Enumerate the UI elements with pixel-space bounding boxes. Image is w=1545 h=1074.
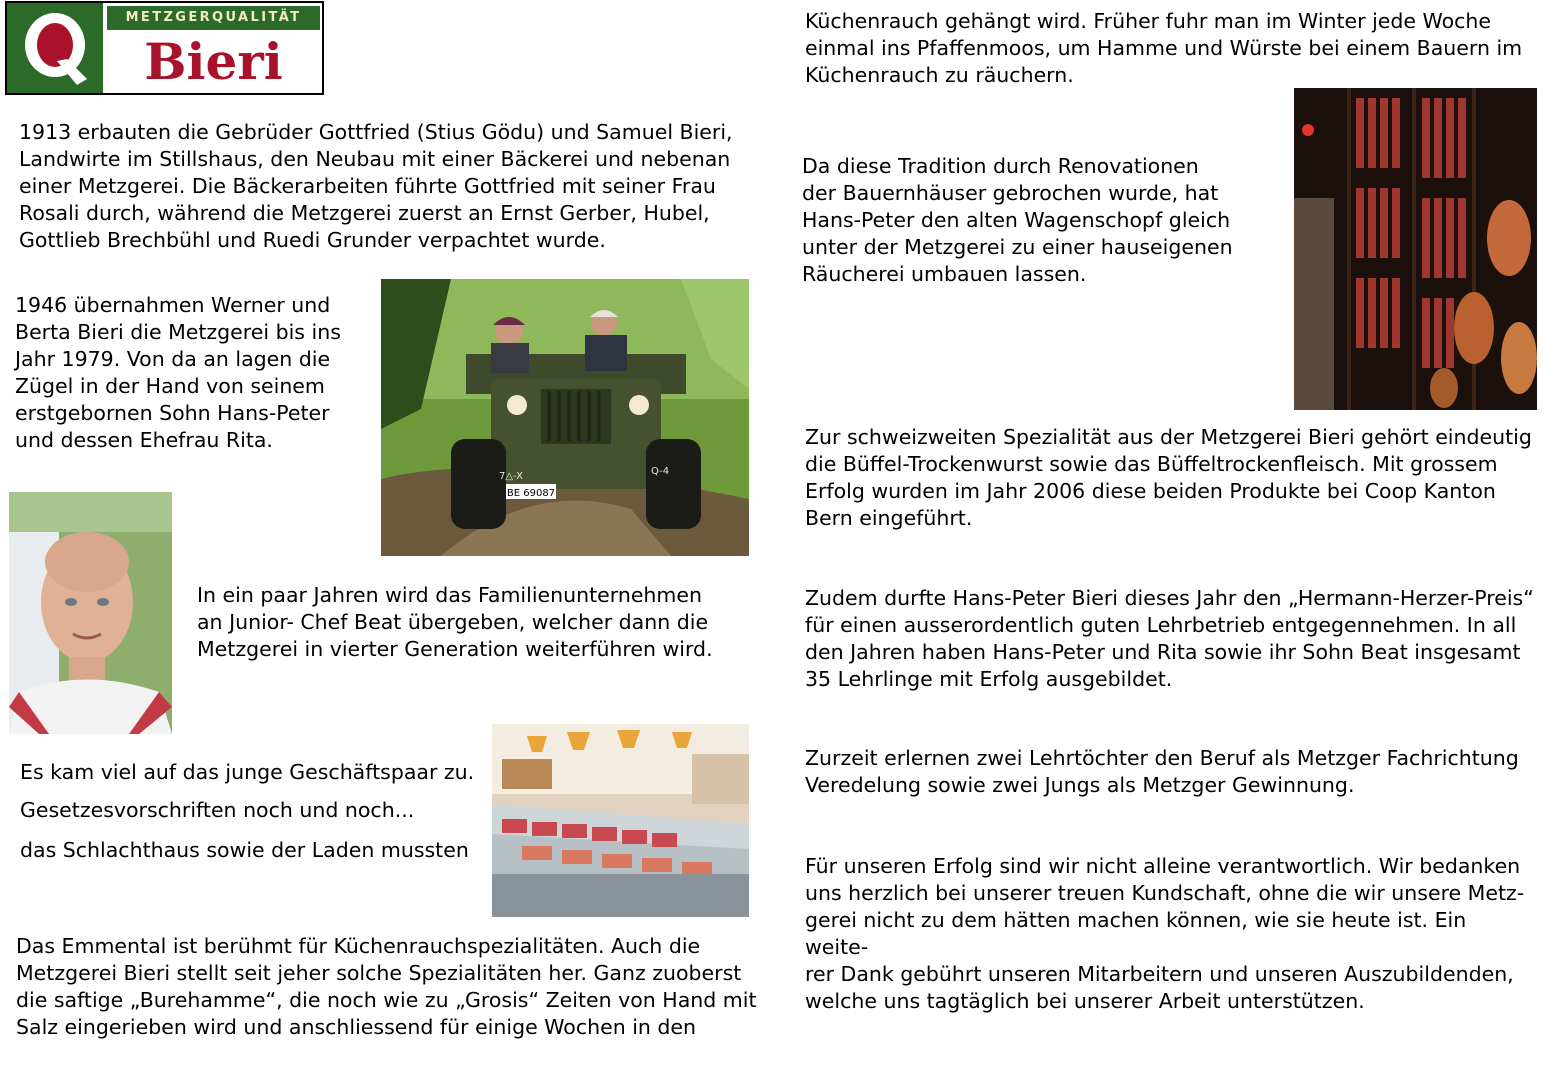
shop-line-1: Es kam viel auf das junge Geschäftspaar zu.	[20, 760, 475, 784]
preis-paragraph: Zudem durfte Hans-Peter Bieri dieses Jahr den „Hermann-Herzer-Preis“ für einen ausserordentlich guten Lehrbetrieb entgegennehmen. In all den Jahren haben Hans-Peter und Rita sowie ihr Sohn Beat insgesamt 35 Lehrlinge mit Erfolg ausgebildet.	[805, 586, 1534, 691]
shop-line-2: Gesetzesvorschriften noch und noch...	[20, 798, 415, 822]
history-1913-paragraph: 1913 erbauten die Gebrüder Gottfried (Stius Gödu) und Samuel Bieri, Landwirte im Stillshaus, den Neubau mit einer Bäckerei und nebenan einer Metzgerei. Die Bäckerarbeiten führte Gottfried mit seiner Frau Rosali durch, während die Metzgerei zuerst an Ernst Gerber, Hubel, Gottlieb Brechbühl und Ruedi Grunder verpachtet wurde.	[19, 120, 733, 252]
dank-paragraph: Für unseren Erfolg sind wir nicht alleine verantwortlich. Wir bedanken uns herzlich bei unserer treuen Kundschaft, ohne die wir unsere Metz- gerei nicht zu dem hätten machen können, wie sie heute ist. Ein weite- rer Dank gebührt unseren Mitarbeitern und unseren Auszubildenden, welche uns tagtäglich bei unserer Arbeit unterstützen.	[805, 854, 1525, 1013]
emmental-paragraph: Das Emmental ist berühmt für Küchenrauchspezialitäten. Auch die Metzgerei Bieri stellt seit jeher solche Spezialitäten her. Ganz zuoberst die saftige „Burehamme“, die noch wie zu „Grosis“ Zeiten von Hand mit Salz eingerieben wird und anschliessend für einige Wochen in den	[16, 934, 757, 1039]
kuechenrauch-paragraph: Küchenrauch gehängt wird. Früher fuhr man im Winter jede Woche einmal ins Pfaffenmoos, um Hamme und Würste bei einem Bauern im Küchenrauch zu räuchern.	[805, 9, 1523, 87]
tradition-paragraph: Da diese Tradition durch Renovationen der Bauernhäuser gebrochen wurde, hat Hans-Peter den alten Wagenschopf gleich unter der Metzgerei zu einer hauseigenen Räucherei umbauen lassen.	[802, 154, 1233, 286]
jeep-marking-left: 7△-X	[499, 471, 524, 482]
jeep-plate: BE 69087	[506, 488, 556, 499]
q-mark-icon	[19, 9, 91, 87]
bieri-logo	[5, 1, 324, 95]
jeep-photo	[381, 279, 749, 556]
shop-photo	[492, 724, 749, 917]
portrait-photo	[9, 492, 172, 734]
logo-tagline: METZGERQUALITÄT	[107, 6, 320, 30]
jeep-marking-right: Q-4	[651, 466, 670, 477]
smokehouse-photo	[1294, 88, 1537, 410]
history-1946-paragraph: 1946 übernahmen Werner und Berta Bieri die Metzgerei bis ins Jahr 1979. Von da an lagen die Zügel in der Hand von seinem erstgebornen Sohn Hans-Peter und dessen Ehefrau Rita.	[15, 293, 341, 452]
logo-name: Bieri	[144, 32, 283, 91]
spezialitaet-paragraph: Zur schweizweiten Spezialität aus der Metzgerei Bieri gehört eindeutig die Büffel-Trockenwurst sowie das Büffeltrockenfleisch. Mit grossem Erfolg wurden im Jahr 2006 diese beiden Produkte bei Coop Kanton Bern eingeführt.	[805, 425, 1532, 530]
lehrlinge-paragraph: Zurzeit erlernen zwei Lehrtöchter den Beruf als Metzger Fachrichtung Veredelung sowie zwei Jungs als Metzger Gewinnung.	[805, 746, 1519, 797]
shop-line-3: das Schlachthaus sowie der Laden mussten	[20, 838, 469, 862]
junior-chef-paragraph: In ein paar Jahren wird das Familienunternehmen an Junior- Chef Beat übergeben, welcher dann die Metzgerei in vierter Generation weiterführen wird.	[197, 583, 713, 661]
logo-q-panel	[7, 3, 103, 93]
